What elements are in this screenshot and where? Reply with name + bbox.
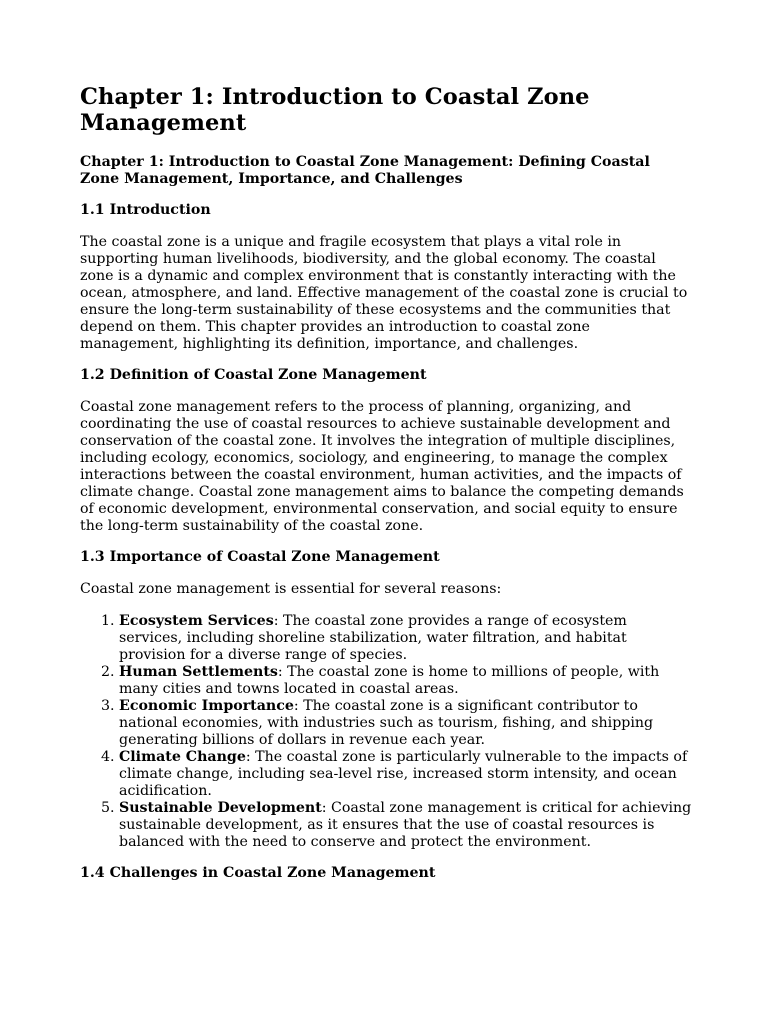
chapter-title: Chapter 1: Introduction to Coastal Zone Management [80, 84, 590, 136]
list-item [119, 698, 692, 749]
importance-list [80, 613, 692, 851]
list-item-term: Ecosystem Services [119, 613, 274, 629]
section-body-importance: Coastal zone management is essential for several reasons: [80, 581, 502, 597]
list-item-term: Economic Importance [119, 698, 294, 714]
section-heading-challenges: 1.4 Challenges in Coastal Zone Management [80, 865, 436, 881]
section-body-definition: Coastal zone management refers to the process of planning, organizing, and coordinating the use of coastal resources to achieve sustainable development and conservation of the coastal zone. It involves the integration of multiple disciplines, including ecology, economics, sociology, and engineering, to manage the complex interactions between the coastal environment, human activities, and the impacts of climate change. Coastal zone management aims to balance the competing demands of economic development, environmental conservation, and social equity to ensure the long-term sustainability of the coastal zone. [80, 399, 684, 534]
list-item [119, 613, 692, 664]
section-body-introduction: The coastal zone is a unique and fragile ecosystem that plays a vital role in supporting human livelihoods, biodiversity, and the global economy. The coastal zone is a dynamic and complex environment that is constantly interacting with the ocean, atmosphere, and land. Effective management of the coastal zone is crucial to ensure the long-term sustainability of these ecosystems and the communities that depend on them. This chapter provides an introduction to coastal zone management, highlighting its definition, importance, and challenges. [80, 234, 688, 352]
list-item [119, 749, 692, 800]
list-item-term: Climate Change [119, 749, 246, 765]
list-item-text: : The coastal zone is home to millions of people, with many cities and towns located in coastal areas. [119, 664, 660, 697]
section-heading-introduction: 1.1 Introduction [80, 202, 211, 218]
chapter-subtitle: Chapter 1: Introduction to Coastal Zone Management: Defining Coastal Zone Management, Importance, and Challenges [80, 154, 650, 187]
list-item-term: Human Settlements [119, 664, 278, 680]
list-item [119, 664, 692, 698]
document-page [80, 84, 692, 882]
list-item-text: : The coastal zone provides a range of ecosystem services, including shoreline stabilization, water filtration, and habitat provision for a diverse range of species. [119, 613, 627, 663]
section-heading-definition: 1.2 Definition of Coastal Zone Management [80, 367, 427, 383]
section-heading-importance: 1.3 Importance of Coastal Zone Management [80, 549, 440, 565]
list-item-text: : The coastal zone is particularly vulnerable to the impacts of climate change, including sea-level rise, increased storm intensity, and ocean acidification. [119, 749, 688, 799]
list-item [119, 800, 692, 851]
list-item-text: : Coastal zone management is critical for achieving sustainable development, as it ensures that the use of coastal resources is balanced with the need to conserve and protect the environment. [119, 800, 692, 850]
list-item-term: Sustainable Development [119, 800, 322, 816]
list-item-text: : The coastal zone is a significant contributor to national economies, with industries such as tourism, fishing, and shipping generating billions of dollars in revenue each year. [119, 698, 654, 748]
